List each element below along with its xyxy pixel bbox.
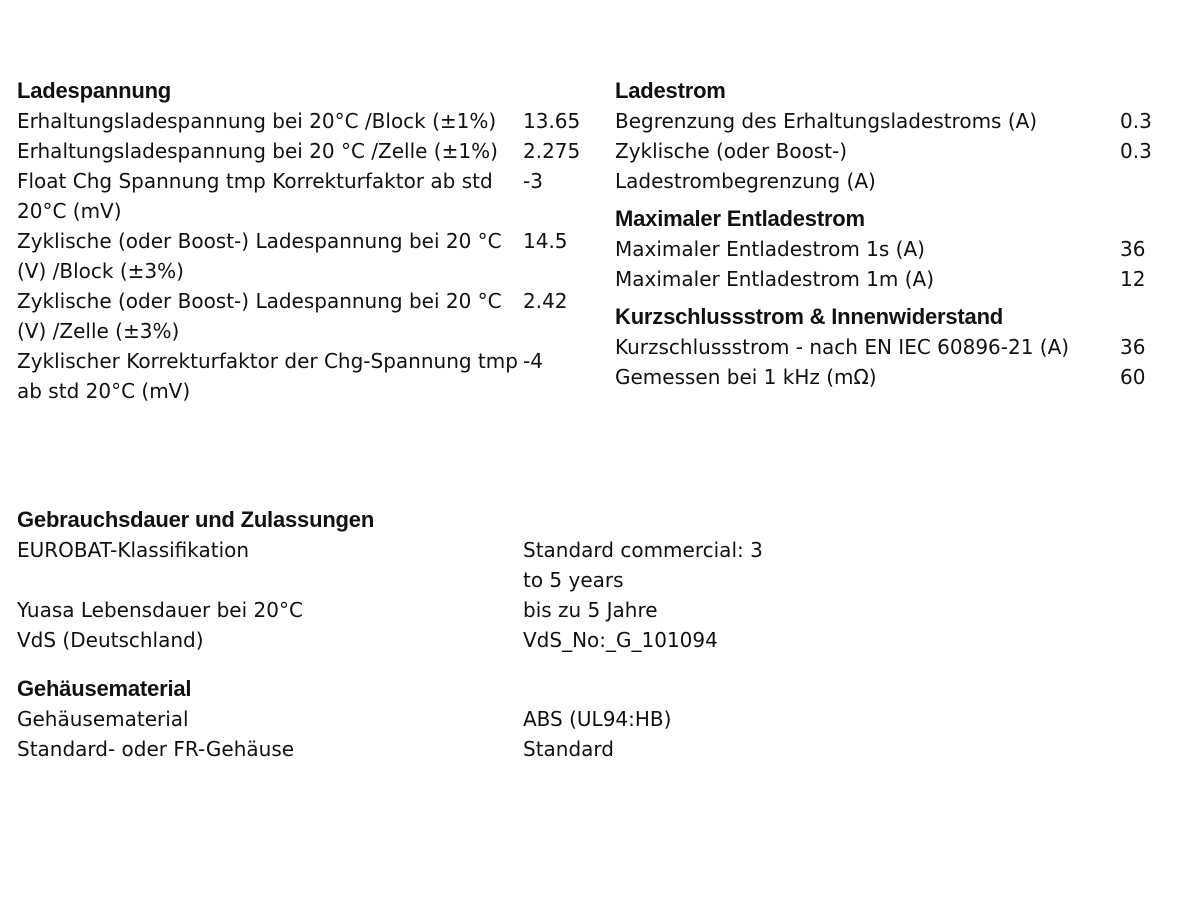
spec-label: Zyklischer Korrekturfaktor der Chg-Spannung tmp ab std 20°C (mV) — [17, 349, 518, 403]
spec-label: VdS (Deutschland) — [17, 628, 204, 652]
section-title-ladespannung: Ladespannung — [17, 78, 172, 103]
spec-value: Standard — [523, 737, 614, 761]
section-gebrauchsdauer — [17, 505, 817, 655]
spec-row — [17, 535, 817, 595]
spec-label: Gemessen bei 1 kHz (mΩ) — [615, 365, 877, 389]
spec-value: 36 — [1120, 237, 1146, 261]
spec-row — [615, 332, 1185, 362]
spec-label: Standard- oder FR-Gehäuse — [17, 737, 295, 761]
spec-value: 13.65 — [523, 109, 581, 133]
spec-label: Erhaltungsladespannung bei 20 °C /Zelle (±1%) — [17, 139, 498, 163]
spec-value: -3 — [523, 169, 543, 193]
spec-label: Kurzschlussstrom - nach EN IEC 60896-21 (A) — [615, 335, 1070, 359]
spec-label: EUROBAT-Klassifikation — [17, 538, 250, 562]
spec-label: Zyklische (oder Boost-) Ladespannung bei 20 °C (V) /Zelle (±3%) — [17, 289, 502, 343]
spec-row — [615, 136, 1185, 196]
spec-value: 2.42 — [523, 289, 568, 313]
spec-label: Maximaler Entladestrom 1m (A) — [615, 267, 935, 291]
section-title-kurzschluss: Kurzschlussstrom & Innenwiderstand — [615, 304, 1004, 329]
spec-row — [17, 226, 602, 286]
spec-row — [615, 106, 1185, 136]
spec-label: Maximaler Entladestrom 1s (A) — [615, 237, 925, 261]
section-title-entladestrom: Maximaler Entladestrom — [615, 206, 865, 231]
spec-label: Yuasa Lebensdauer bei 20°C — [17, 598, 303, 622]
spec-row — [17, 136, 602, 166]
spec-row — [17, 595, 817, 625]
spec-value: ABS (UL94:HB) — [523, 707, 672, 731]
spec-value: 14.5 — [523, 229, 568, 253]
spec-label: Begrenzung des Erhaltungsladestroms (A) — [615, 109, 1038, 133]
spec-row — [17, 166, 602, 226]
section-gehaeusematerial — [17, 674, 817, 764]
section-title-gehaeusematerial: Gehäusematerial — [17, 676, 192, 701]
spec-row — [17, 286, 602, 346]
spec-label: Erhaltungsladespannung bei 20°C /Block (±1%) — [17, 109, 497, 133]
spec-row — [17, 704, 817, 734]
section-ladespannung — [17, 76, 602, 406]
spec-row — [17, 106, 602, 136]
spec-row — [615, 362, 1185, 392]
spec-label: Zyklische (oder Boost-) Ladestrombegrenzung (A) — [615, 139, 876, 193]
spec-row — [615, 234, 1185, 264]
spec-value: 2.275 — [523, 139, 581, 163]
spec-value: bis zu 5 Jahre — [523, 598, 658, 622]
spec-value: VdS_No:_G_101094 — [523, 628, 718, 652]
section-title-ladestrom: Ladestrom — [615, 78, 726, 103]
spec-value: 0.3 — [1120, 109, 1152, 133]
spec-label: Gehäusematerial — [17, 707, 189, 731]
spec-row — [615, 264, 1185, 294]
spec-value: -4 — [523, 349, 543, 373]
spec-row — [17, 346, 602, 406]
spec-label: Zyklische (oder Boost-) Ladespannung bei 20 °C (V) /Block (±3%) — [17, 229, 502, 283]
spec-label: Float Chg Spannung tmp Korrekturfaktor ab std 20°C (mV) — [17, 169, 493, 223]
section-right-column — [615, 76, 1185, 392]
spec-row — [17, 734, 817, 764]
spec-value: 0.3 — [1120, 139, 1152, 163]
spec-value: 60 — [1120, 365, 1146, 389]
spec-value: 36 — [1120, 335, 1146, 359]
section-title-gebrauchsdauer: Gebrauchsdauer und Zulassungen — [17, 507, 375, 532]
spec-value: Standard commercial: 3 to 5 years — [523, 538, 763, 592]
spec-row — [17, 625, 817, 655]
spec-value: 12 — [1120, 267, 1146, 291]
